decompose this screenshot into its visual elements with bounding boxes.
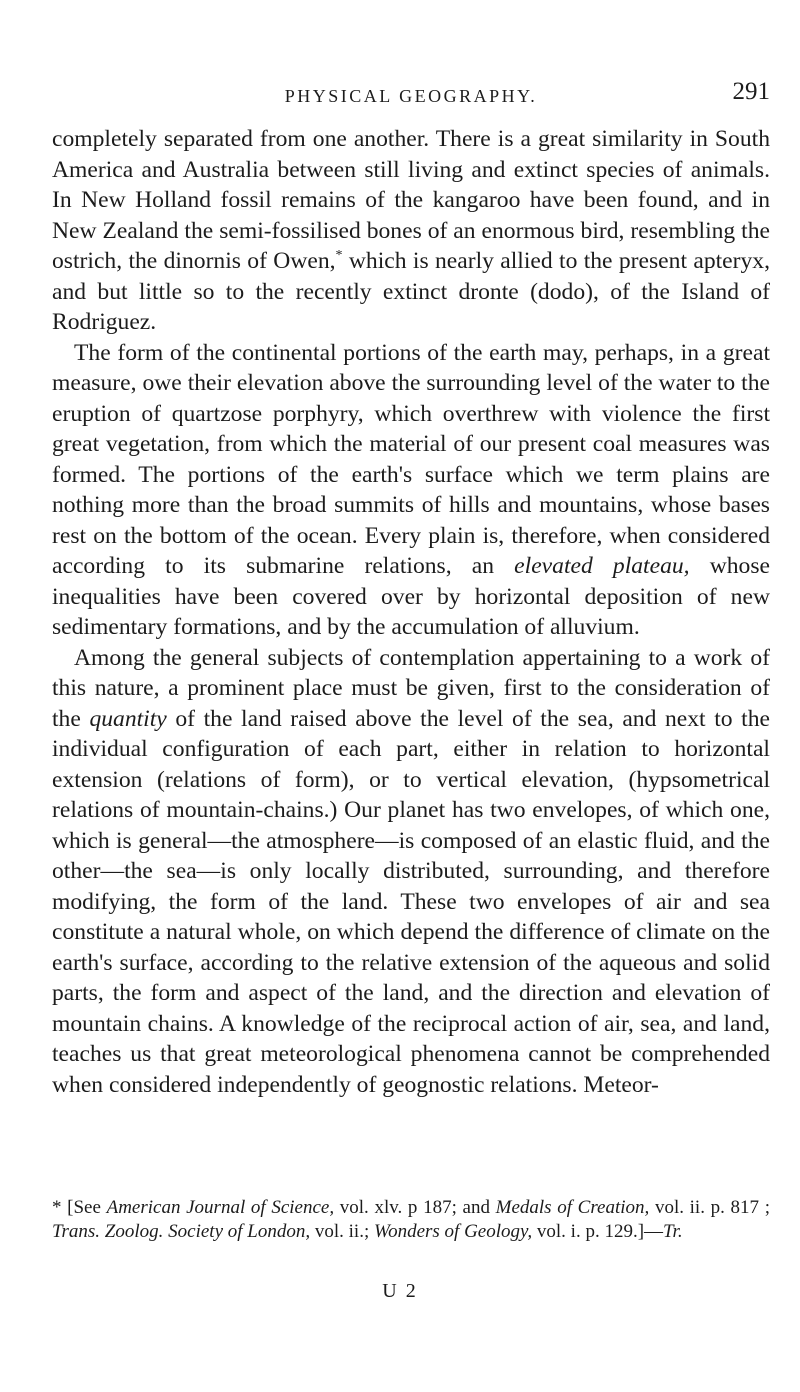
page-header	[52, 78, 770, 112]
paragraph-2-text-a: The form of the continental portions of the earth may, perhaps, in a great measure, owe their elevation above the surrounding level of the water to the eruption of quartzose porphyry, which overthrew with violence the first great vegetation, from which the material of our present coal measures was formed. The portions of the earth's surface which we term plains are nothing more than the broad summits of hills and mountains, whose bases rest on the bottom of the ocean. Every plain is, therefore, when considered according to its submarine relations, an	[52, 339, 770, 579]
running-head: PHYSICAL GEOGRAPHY.	[284, 86, 538, 106]
paragraph-3-text-b: of the land raised above the level of the sea, and next to the individual configuration of each part, either in relation to horizontal extension (relations of form), or to vertical elevation, (hypsometrical relations of mountain-chains.) Our planet has two envelopes, of which one, which is general—the atmosphere—is composed of an elastic fluid, and the other—the sea—is only locally distributed, surrounding, and therefore modifying, the form of the land. These two envelopes of air and sea constitute a natural whole, on which depend the difference of climate on the earth's surface, according to the relative extension of the aqueous and solid parts, the form and aspect of the land, and the direction and elevation of mountain chains. A knowledge of the reciprocal action of air, sea, and land, teaches us that great meteorological phenomena cannot be comprehended when considered independently of geognostic relations. Meteor-	[52, 705, 770, 1098]
footnote-text-5: vol. i. p. 129.]—	[532, 1221, 664, 1242]
paragraph-2-emphasis: elevated plateau,	[514, 553, 690, 579]
footnote-title-3: Trans. Zoolog. Society of London,	[52, 1221, 311, 1242]
page-number: 291	[732, 78, 770, 105]
footnote-translator: Tr.	[663, 1221, 683, 1242]
footnote-text-2: vol. xlv. p 187; and	[334, 1197, 496, 1218]
footnote-text-1: [See	[61, 1197, 107, 1218]
paragraph-1-text-b: which is nearly allied to the present apteryx, and but little so to the recently extinct dronte (dodo), of the Island of Rodriguez.	[52, 248, 770, 335]
body-text	[52, 124, 770, 1100]
footnote-reference: *	[335, 248, 343, 264]
paragraph-3	[52, 643, 770, 1101]
footnote-title-4: Wonders of Geology,	[373, 1221, 533, 1242]
paragraph-3-text-a: Among the general subjects of contemplation appertaining to a work of this nature, a prominent place must be given, first to the consideration of the	[52, 644, 770, 732]
footnote-text-4: vol. ii.;	[310, 1221, 374, 1242]
paragraph-2	[52, 338, 770, 643]
footnote-title-1: American Journal of Science,	[106, 1197, 335, 1218]
footnote	[52, 1196, 770, 1244]
paragraph-3-emphasis: quantity	[89, 705, 167, 732]
paragraph-2-text-b: whose inequalities have been covered over by horizontal deposition of new sedimentary formations, and by the accumulation of alluvium.	[52, 553, 770, 640]
paragraph-1	[52, 124, 770, 338]
signature-mark: U 2	[382, 1280, 418, 1302]
paragraph-1-text-a: completely separated from one another. There is a great similarity in South America and Australia between still living and extinct species of animals. In New Holland fossil remains of the kangaroo have been found, and in New Zealand the semi-fossilised bones of an enormous bird, resembling the ostrich, the dinornis of Owen,	[52, 126, 770, 274]
footnote-text-3: vol. ii. p. 817 ;	[649, 1197, 770, 1218]
footnote-mark: *	[52, 1197, 62, 1218]
footnote-title-2: Medals of Creation,	[495, 1197, 650, 1218]
